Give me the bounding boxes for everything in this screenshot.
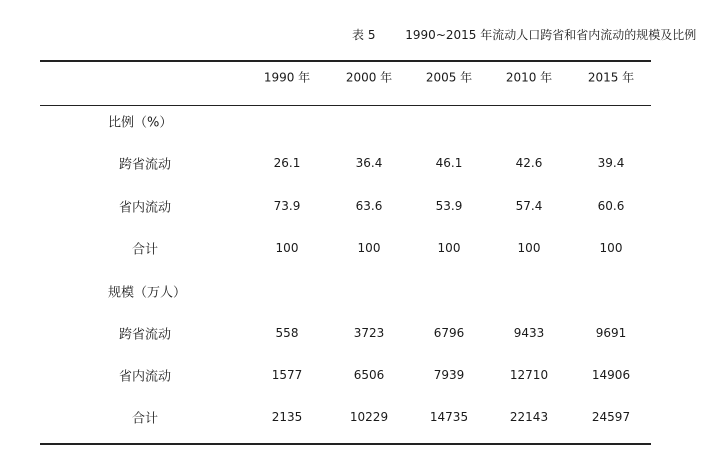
header-rule	[40, 105, 651, 106]
table-number: 表 5	[352, 28, 376, 42]
table-cell: 26.1	[273, 156, 301, 170]
table-cell: 60.6	[597, 199, 625, 213]
table-cell: 6506	[353, 368, 385, 382]
table-cell: 73.9	[273, 199, 301, 213]
table-cell: 100	[599, 241, 623, 255]
table-cell: 36.4	[355, 156, 383, 170]
column-header: 2010 年	[505, 70, 553, 85]
row-label: 合计	[131, 411, 159, 427]
table-cell: 1577	[271, 368, 303, 382]
table-cell: 100	[517, 241, 541, 255]
table-cell: 14735	[429, 410, 469, 424]
table-cell: 100	[275, 241, 299, 255]
row-label: 跨省流动	[118, 327, 172, 343]
table-cell: 12710	[509, 368, 549, 382]
table-cell: 24597	[591, 410, 631, 424]
table-cell: 100	[357, 241, 381, 255]
row-label: 合计	[131, 242, 159, 258]
table-cell: 22143	[509, 410, 549, 424]
column-header: 2005 年	[425, 70, 473, 85]
table-cell: 42.6	[515, 156, 543, 170]
table-cell: 39.4	[597, 156, 625, 170]
table-cell: 10229	[349, 410, 389, 424]
table-cell: 100	[437, 241, 461, 255]
table-cell: 7939	[433, 368, 465, 382]
section-heading: 比例（%）	[108, 115, 173, 131]
table-cell: 6796	[433, 326, 465, 340]
table-cell: 558	[275, 326, 299, 340]
table-cell: 63.6	[355, 199, 383, 213]
table-cell: 46.1	[435, 156, 463, 170]
table-cell: 53.9	[435, 199, 463, 213]
table-cell: 57.4	[515, 199, 543, 213]
top-rule	[40, 60, 651, 62]
table-title: 1990~2015 年流动人口跨省和省内流动的规模及比例	[405, 28, 697, 42]
column-header: 1990 年	[263, 70, 311, 85]
bottom-rule	[40, 443, 651, 445]
row-label: 省内流动	[118, 369, 172, 385]
column-header: 2015 年	[587, 70, 635, 85]
column-header: 2000 年	[345, 70, 393, 85]
table-cell: 3723	[353, 326, 385, 340]
row-label: 省内流动	[118, 200, 172, 216]
section-heading: 规模（万人）	[108, 285, 187, 301]
table-cell: 9691	[595, 326, 627, 340]
table-cell: 2135	[271, 410, 303, 424]
table-caption	[352, 26, 696, 43]
table-cell: 9433	[513, 326, 545, 340]
row-label: 跨省流动	[118, 157, 172, 173]
table-cell: 14906	[591, 368, 631, 382]
